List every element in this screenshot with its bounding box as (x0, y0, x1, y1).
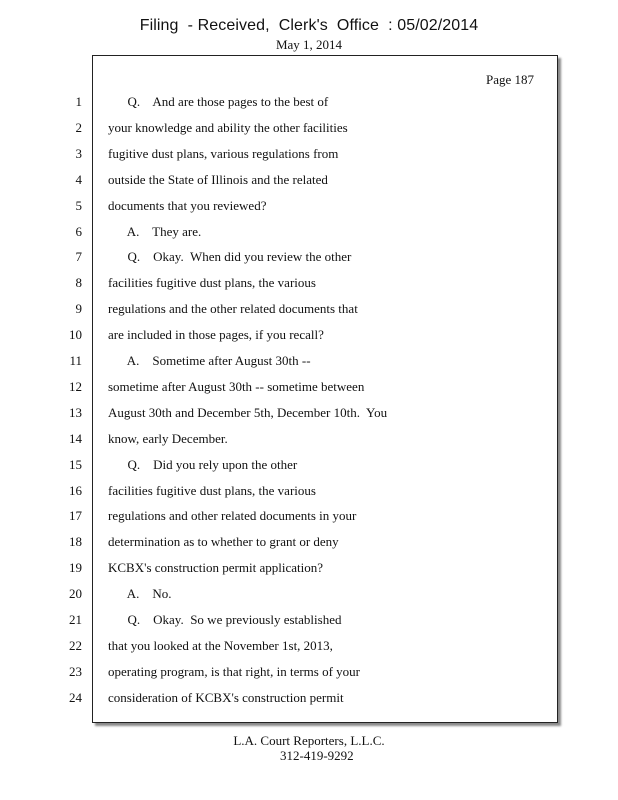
line-number: 19 (69, 560, 82, 576)
transcript-line (0, 690, 618, 710)
line-number: 1 (75, 94, 82, 109)
line-number: 16 (69, 482, 82, 498)
line-text: Q. Did you rely upon the other (108, 456, 298, 472)
transcript-line (0, 275, 618, 295)
transcript-line (0, 431, 618, 451)
reporter-phone: 312-419-9292 (280, 748, 354, 763)
line-text: documents that you reviewed? (108, 197, 267, 213)
transcript-line (0, 638, 618, 658)
line-text: determination as to whether to grant or deny (108, 534, 339, 550)
transcript-line (0, 483, 618, 503)
line-number: 10 (69, 327, 82, 343)
transcript-line (0, 120, 618, 140)
line-number: 5 (75, 197, 82, 213)
line-number: 20 (69, 586, 82, 602)
line-number: 7 (75, 249, 82, 265)
line-text: know, early December. (108, 430, 228, 446)
transcript-date: May 1, 2014 (275, 37, 343, 52)
line-number: 15 (69, 456, 82, 472)
line-text: facilities fugitive dust plans, the various (108, 482, 316, 498)
transcript-line (0, 560, 618, 580)
transcript-line (0, 94, 618, 114)
line-number: 21 (69, 612, 82, 627)
transcript-line (0, 586, 618, 606)
filing-stamp: Filing - Received, Clerk's Office : 05/02/2014 (139, 17, 479, 34)
line-number: 8 (75, 275, 82, 291)
line-number: 4 (75, 171, 82, 187)
line-text: A. They are. (108, 223, 202, 239)
line-number: 3 (75, 145, 82, 161)
transcript-line (0, 353, 618, 373)
transcript-line (0, 405, 618, 425)
line-text: outside the State of Illinois and the related (108, 171, 328, 187)
transcript-line (0, 612, 618, 632)
transcript-line (0, 224, 618, 244)
line-text: are included in those pages, if you recall? (108, 327, 324, 343)
line-text: sometime after August 30th -- sometime between (108, 378, 365, 394)
line-number: 17 (69, 508, 82, 524)
line-text: regulations and other related documents in your (108, 508, 357, 524)
transcript-line (0, 664, 618, 684)
line-number: 23 (69, 663, 82, 679)
line-text: your knowledge and ability the other facilities (108, 119, 348, 135)
transcript-line (0, 172, 618, 192)
line-text: Q. Okay. So we previously established (108, 612, 342, 627)
line-number: 22 (69, 637, 82, 653)
line-text: August 30th and December 5th, December 10th. You (108, 404, 388, 420)
line-text: facilities fugitive dust plans, the various (108, 275, 316, 291)
line-text: Q. And are those pages to the best of (108, 94, 329, 109)
line-text: regulations and the other related documents that (108, 301, 358, 317)
transcript-line (0, 249, 618, 269)
transcript-line (0, 327, 618, 347)
transcript-line (0, 146, 618, 166)
line-number: 11 (69, 353, 82, 368)
line-number: 9 (75, 301, 82, 317)
line-number: 14 (69, 430, 82, 446)
line-text: fugitive dust plans, various regulations from (108, 145, 339, 161)
line-number: 24 (69, 689, 82, 705)
reporter-company: L.A. Court Reporters, L.L.C. (233, 733, 385, 748)
transcript-line (0, 508, 618, 528)
line-text: A. Sometime after August 30th -- (108, 353, 311, 368)
line-text: that you looked at the November 1st, 2013, (108, 637, 333, 653)
transcript-line (0, 379, 618, 399)
transcript-line (0, 457, 618, 477)
line-text: operating program, is that right, in terms of your (108, 663, 361, 679)
line-number: 18 (69, 534, 82, 550)
line-text: A. No. (108, 586, 172, 602)
line-text: consideration of KCBX's construction permit (108, 689, 344, 705)
page-number: Page 187 (486, 72, 535, 87)
transcript-line (0, 301, 618, 321)
transcript-line (0, 198, 618, 218)
line-number: 13 (69, 404, 82, 420)
transcript-line (0, 534, 618, 554)
line-number: 6 (75, 223, 82, 239)
line-text: KCBX's construction permit application? (108, 560, 323, 576)
line-number: 12 (69, 378, 82, 394)
line-number: 2 (75, 119, 82, 135)
line-text: Q. Okay. When did you review the other (108, 249, 352, 265)
